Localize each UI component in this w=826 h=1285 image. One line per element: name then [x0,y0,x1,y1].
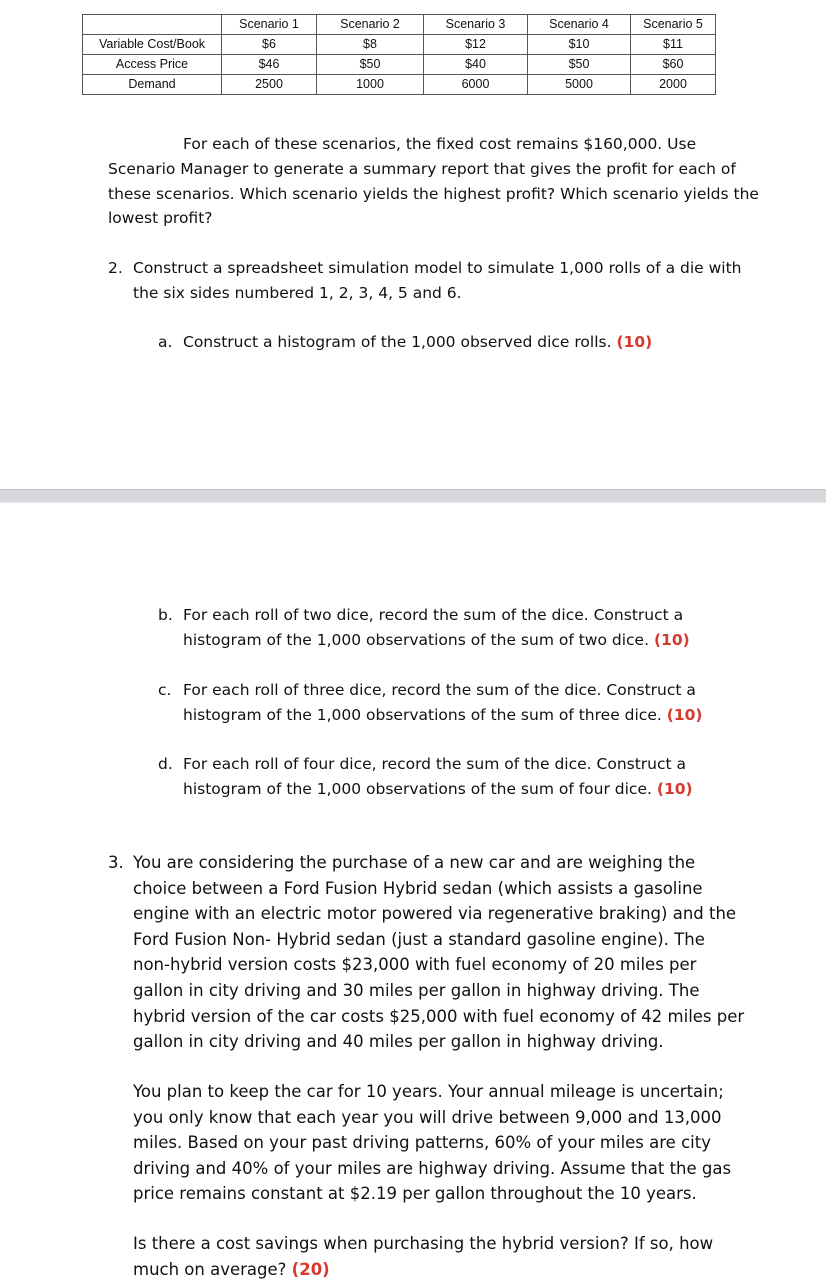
table-cell: $6 [222,35,317,55]
text-line: For each roll of three dice, record the sum of the dice. Construct a [183,681,696,699]
question-3-paragraph-2 [133,1079,823,1207]
column-header: Scenario 1 [222,15,317,35]
table-cell: $11 [631,35,716,55]
text-line: For each roll of four dice, record the sum of the dice. Construct a [183,755,687,773]
item-text: histogram of the 1,000 observations of the sum of three dice. [183,705,662,724]
item-letter: b. [158,606,173,624]
table-cell: 2000 [631,75,716,95]
table-row [83,55,716,75]
text-line: For each of these scenarios, the fixed cost remains $160,000. Use [183,135,697,153]
row-label: Demand [83,75,222,95]
text-line: lowest profit? [108,209,213,228]
page-divider [0,489,826,503]
table-cell: $8 [317,35,424,55]
text-line: price remains constant at $2.19 per gallon throughout the 10 years. [133,1184,697,1204]
item-letter: a. [158,333,173,351]
text-line: Scenario Manager to generate a summary report that gives the profit for each of [108,159,736,178]
question-number: 2. [108,259,123,277]
column-header: Scenario 5 [631,15,716,35]
table-header-row [83,15,716,35]
text-line: hybrid version of the car costs $25,000 with fuel economy of 42 miles per [133,1006,745,1026]
text-line: Construct a spreadsheet simulation model to simulate 1,000 rolls of a die with [133,259,742,277]
table-row [83,75,716,95]
table-cell: $46 [222,55,317,75]
item-letter: d. [158,755,173,773]
text-line: You are considering the purchase of a new car and are weighing the [133,853,696,872]
table-cell: $50 [317,55,424,75]
points-label: (10) [616,333,653,351]
column-header: Scenario 2 [317,15,424,35]
text-line: engine with an electric motor powered via regenerative braking) and the [133,904,737,924]
scenario-instructions [108,132,759,231]
text-line: non-hybrid version costs $23,000 with fuel economy of 20 miles per [133,955,697,975]
text-line [183,777,693,802]
table-cell: $12 [424,35,528,55]
table-row [83,35,716,55]
text-line: gallon in city driving and 40 miles per gallon in highway driving. [133,1032,664,1052]
item-letter: c. [158,681,172,699]
page-top [0,0,826,488]
text-line: choice between a Ford Fusion Hybrid sedan (which assists a gasoline [133,878,703,898]
table-cell: $60 [631,55,716,75]
table-cell: 6000 [424,75,528,95]
text-line: miles. Based on your past driving patterns, 60% of your miles are city [133,1133,711,1153]
table-cell: $40 [424,55,528,75]
points-label: (10) [656,779,693,798]
table-cell: 2500 [222,75,317,95]
text-line: Is there a cost savings when purchasing the hybrid version? If so, how [133,1234,714,1253]
page-bottom [0,505,826,1285]
item-text: histogram of the 1,000 observations of the sum of two dice. [183,630,650,649]
table-cell: 1000 [317,75,424,95]
text-line: these scenarios. Which scenario yields the highest profit? Which scenario yields the [108,184,759,203]
scenario-table [82,14,716,95]
text-line: the six sides numbered 1, 2, 3, 4, 5 and 6. [133,283,462,302]
points-label: (20) [291,1259,330,1279]
item-text: histogram of the 1,000 observations of the sum of four dice. [183,779,652,798]
text-line [183,703,702,728]
column-header: Scenario 3 [424,15,528,35]
text-line [183,330,652,355]
text-line: You plan to keep the car for 10 years. Your annual mileage is uncertain; [133,1082,724,1101]
text-line: you only know that each year you will drive between 9,000 and 13,000 [133,1107,722,1127]
text-line: Ford Fusion Non- Hybrid sedan (just a standard gasoline engine). The [133,929,705,949]
text-line [183,628,690,653]
row-label: Access Price [83,55,222,75]
item-text: much on average? [133,1259,287,1279]
item-text: Construct a histogram of the 1,000 observed dice rolls. [183,333,612,351]
question-number: 3. [108,853,124,872]
text-line: driving and 40% of your miles are highway driving. Assume that the gas [133,1158,732,1178]
points-label: (10) [653,630,690,649]
text-line: For each roll of two dice, record the sum of the dice. Construct a [183,606,684,624]
text-line [133,1257,823,1283]
text-line: gallon in city driving and 30 miles per gallon in highway driving. The [133,980,700,1000]
table-cell: 5000 [528,75,631,95]
table-cell: $10 [528,35,631,55]
question-3-paragraph-3 [133,1231,823,1282]
column-header: Scenario 4 [528,15,631,35]
table-cell: $50 [528,55,631,75]
row-label: Variable Cost/Book [83,35,222,55]
points-label: (10) [666,705,703,724]
table-corner-cell [83,15,222,35]
